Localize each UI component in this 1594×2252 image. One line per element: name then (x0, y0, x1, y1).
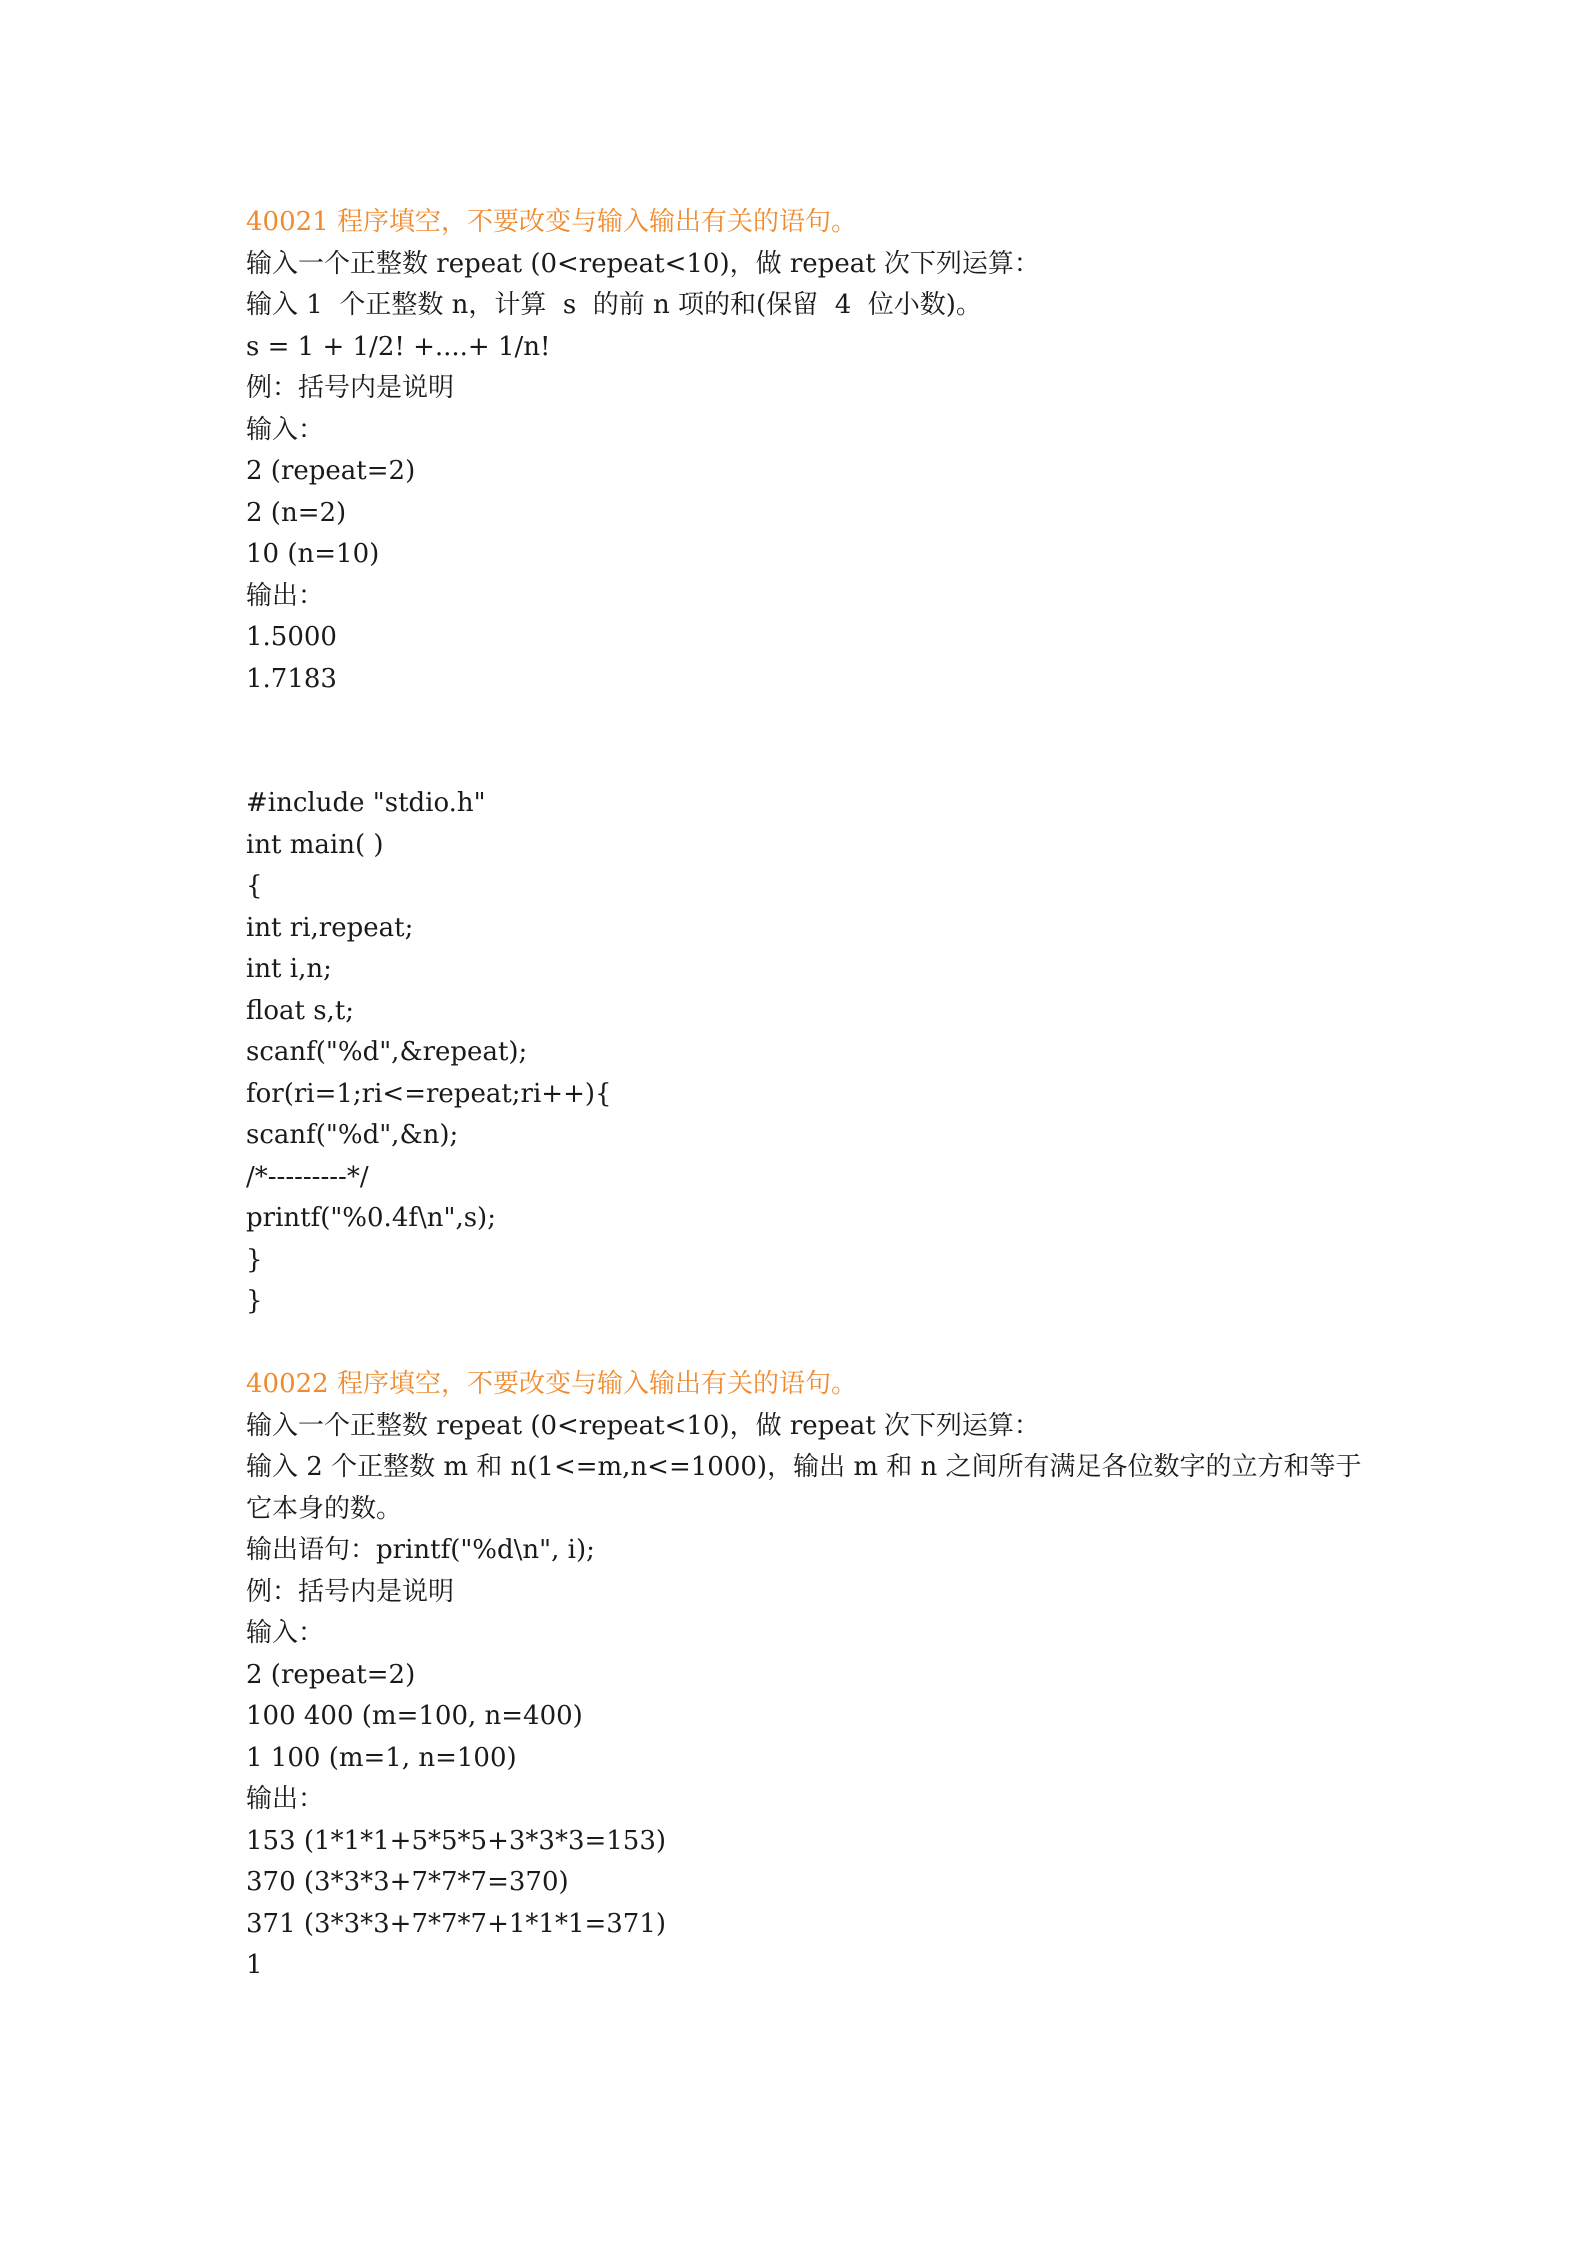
code-line: float s,t; (246, 995, 355, 1026)
output-sample-line: 371 (3*3*3+7*7*7+1*1*1=371) (246, 1908, 667, 1939)
input-sample-line: 10 (n=10) (246, 539, 380, 569)
input-label: 输入： (246, 1618, 325, 1648)
output-statement-line: 输出语句：printf("%d\n", i); (246, 1535, 595, 1565)
output-sample-line: 1.5000 (246, 622, 337, 652)
code-line: } (246, 1286, 263, 1316)
section-heading-40021: 40021 程序填空，不要改变与输入输出有关的语句。 (246, 207, 857, 237)
problem-text-line: 输入一个正整数 repeat (0<repeat<10)，做 repeat 次下列运算： (246, 248, 1040, 279)
code-line: /*---------*/ (246, 1161, 369, 1192)
code-line: } (246, 1244, 263, 1275)
section-heading-40022: 40022 程序填空，不要改变与输入输出有关的语句。 (246, 1369, 857, 1399)
problem-text-line: 输入一个正整数 repeat (0<repeat<10)，做 repeat 次下列运算： (246, 1410, 1040, 1441)
input-sample-line: 2 (repeat=2) (246, 456, 416, 486)
output-sample-line: 153 (1*1*1+5*5*5+3*3*3=153) (246, 1825, 667, 1856)
code-line: int main( ) (246, 829, 384, 860)
input-sample-line: 2 (n=2) (246, 497, 347, 528)
problem-text-line: 输入 2 个正整数 m 和 n(1<=m,n<=1000)，输出 m 和 n 之间所有满足各位数字的立方和等于它本身的数。 (246, 1452, 1362, 1524)
formula-line: s = 1 + 1/2! +....+ 1/n! (246, 331, 551, 362)
code-line: scanf("%d",&repeat); (246, 1037, 528, 1067)
input-sample-line: 100 400 (m=100, n=400) (246, 1701, 583, 1731)
output-sample-line: 1 (246, 1950, 263, 1980)
output-sample-line: 370 (3*3*3+7*7*7=370) (246, 1867, 569, 1897)
problem-text-line: 输入 1 个正整数 n，计算 s 的前 n 项的和(保留 4 位小数)。 (246, 290, 982, 320)
code-line: printf("%0.4f\n",s); (246, 1203, 496, 1233)
document-content (246, 202, 1376, 1987)
input-sample-line: 2 (repeat=2) (246, 1659, 416, 1690)
code-line: #include "stdio.h" (246, 788, 486, 818)
code-line: scanf("%d",&n); (246, 1120, 459, 1150)
code-line: int ri,repeat; (246, 912, 414, 943)
code-line: for(ri=1;ri<=repeat;ri++){ (246, 1078, 612, 1109)
code-line: int i,n; (246, 954, 332, 984)
output-label: 输出： (246, 580, 325, 611)
input-sample-line: 1 100 (m=1, n=100) (246, 1742, 517, 1773)
input-label: 输入： (246, 414, 325, 445)
code-line: { (246, 871, 263, 901)
output-sample-line: 1.7183 (246, 663, 337, 694)
output-label: 输出： (246, 1784, 325, 1814)
spacer (246, 700, 1376, 783)
example-note: 例：括号内是说明 (246, 1576, 455, 1607)
example-note: 例：括号内是说明 (246, 373, 455, 403)
spacer (246, 1323, 1376, 1365)
